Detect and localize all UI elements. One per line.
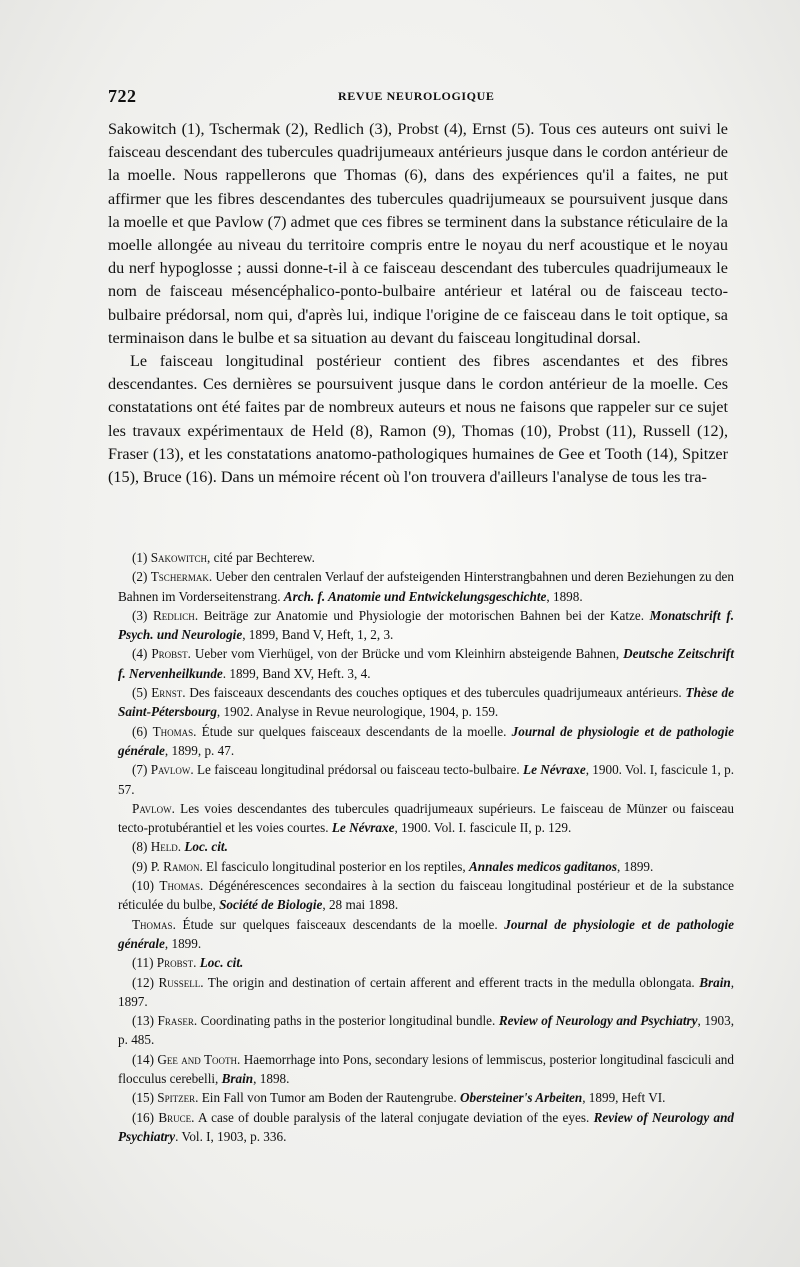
footnote-author: Probst	[156, 955, 194, 971]
paragraph-1: Sakowitch (1), Tschermak (2), Redlich (3), Probst (4), Ernst (5). Tous ces auteurs ont suivi le faisceau descendant des tubercules quadrijumeaux antérieurs jusque dans le cordon antérieur de la moelle. Nous rappellerons que Thomas (6), dans des expériences qu'il a faites, ne put affirmer que les fibres descendantes des tubercules quadrijumeaux se poursuivent jusque dans la moelle et que Pavlow (7) admet que ces fibres se terminent dans la substance réticulaire de la moelle allongée au niveau du territoire compris entre le noyau du nerf acoustique et le noyau du nerf hypoglosse ; aussi donne-t-il à ce faisceau descendant des tubercules quadrijumeaux le nom de faisceau mésencéphalico-ponto-bulbaire antérieur et latéral ou de faisceau tecto-bulbaire prédorsal, nom qui, d'après lui, indique l'origine de ce faisceau dans le toit optique, sa terminaison dans le bulbe et sa situation au devant du faisceau longitudinal dorsal.	[108, 120, 728, 347]
footnote-tail: , 1898.	[546, 588, 583, 604]
footnote	[118, 683, 734, 722]
footnote-author: Fraser	[157, 1013, 194, 1029]
footnote-tail: , 1899.	[164, 935, 202, 951]
footnote-source: Loc. cit.	[184, 839, 228, 855]
footnote	[118, 606, 734, 645]
footnote-tail: , 1903, p. 485.	[118, 1013, 734, 1048]
footnote-source: Obersteiner's Arbeiten	[459, 1090, 583, 1106]
page-number: 722	[108, 86, 137, 106]
footnote	[118, 722, 734, 761]
footnote-number: (14)	[132, 1051, 154, 1067]
footnote-author: Russell	[158, 974, 201, 990]
footnote-text: . Étude sur quelques faisceaux descendants de la moelle.	[193, 723, 512, 739]
footnote-number: (16)	[132, 1109, 154, 1125]
footnote	[118, 1050, 734, 1089]
footnote-number: (13)	[132, 1013, 154, 1029]
footnote-text: . A case of double paralysis of the lateral conjugate deviation of the eyes.	[191, 1109, 594, 1125]
footnote-tail: , 1897.	[118, 974, 735, 1009]
footnote-source: Le Névraxe	[523, 762, 586, 778]
footnote-number: (15)	[132, 1090, 154, 1106]
footnote-text: . The origin and destination of certain afferent and efferent tracts in the medulla oblongata.	[200, 974, 700, 990]
footnote-source: Annales medicos gaditanos	[469, 858, 618, 874]
footnote-author: Pavlow	[150, 762, 191, 778]
footnote-source: Loc. cit.	[199, 955, 244, 971]
footnote-source: Thèse de Saint-Pétersbourg	[118, 685, 734, 720]
footnote-number: (4)	[132, 646, 148, 662]
footnote-author: Thomas	[152, 723, 194, 739]
footnote-text: , cité par Bechterew.	[207, 550, 315, 565]
body-text	[108, 118, 728, 489]
footnote-author: Gee and Tooth	[157, 1051, 238, 1067]
running-title: REVUE NEUROLOGIQUE	[338, 89, 495, 103]
footnote-number: (12)	[132, 974, 154, 990]
footnote-text: .	[177, 839, 185, 855]
footnote-tail: , 1899, Band V, Heft, 1, 2, 3.	[242, 627, 394, 643]
footnote	[118, 760, 734, 799]
footnote-text: . Haemorrhage into Pons, secondary lesions of lemmiscus, posterior longitudinal fasciculi and flocculus cerebelli,	[118, 1051, 734, 1087]
footnote-number: (7)	[132, 762, 148, 778]
footnote-source: Brain	[699, 974, 731, 990]
footnote-number: (1)	[132, 550, 148, 565]
footnote-author: P. Ramon	[150, 858, 200, 874]
footnote	[118, 837, 734, 856]
footnote-author: Bruce	[158, 1109, 192, 1125]
footnote-source: Brain	[221, 1071, 254, 1087]
page-header	[108, 86, 708, 108]
footnote-source: Deutsche Zeitschrift f. Nervenheilkunde	[118, 646, 734, 681]
footnote	[118, 644, 734, 683]
footnote-tail: , 1899.	[617, 858, 654, 874]
footnote-number: (8)	[132, 839, 148, 855]
footnote-author: Ernst	[151, 685, 183, 701]
footnote-source: Journal de physiologie et de pathologie générale	[118, 723, 734, 758]
footnote-text: . Le faisceau longitudinal prédorsal ou faisceau tecto-bulbaire.	[190, 762, 524, 778]
footnote-text: . Les voies descendantes des tubercules quadrijumeaux supérieurs. Le faisceau de Münzer ou faisceau tecto-protubérantiel et les voies courtes.	[118, 800, 734, 836]
footnote-text: . Ueber den centralen Verlauf der aufsteigenden Hinterstrangbahnen und deren Beziehungen zu den Bahnen im Vorderseitenstrang.	[118, 569, 734, 604]
footnote-text: .	[193, 955, 200, 971]
footnote-tail: , 1898.	[253, 1071, 290, 1087]
footnote	[118, 567, 734, 606]
footnote-source: Société de Biologie	[219, 897, 323, 913]
footnote-author: Held	[150, 839, 178, 855]
footnote-author: Thomas	[132, 916, 173, 932]
footnote-source: Monatschrift f. Psych. und Neurologie	[118, 607, 735, 643]
footnote-author: Thomas	[159, 878, 200, 894]
footnote-text: . Dégénérescences secondaires à la section du faisceau longitudinal postérieur et de la substance réticulée du bulbe,	[118, 878, 735, 913]
footnote	[118, 915, 734, 954]
footnote-tail: , 1899, p. 47.	[164, 742, 235, 758]
footnote-author: Probst	[151, 646, 188, 662]
footnote-number: (3)	[132, 607, 148, 623]
footnote	[118, 876, 734, 915]
footnote-author: Tschermak	[150, 569, 209, 585]
footnote-tail: , 1900. Vol. I, fascicule 1, p. 57.	[118, 762, 735, 797]
footnote	[118, 548, 734, 567]
footnote-tail: , 1902. Analyse in Revue neurologique, 1904, p. 159.	[216, 704, 499, 720]
footnote-number: (11)	[132, 955, 154, 971]
footnote-number: (9)	[132, 858, 148, 874]
footnote-author: Sakowitch	[150, 550, 208, 565]
footnote	[118, 1088, 734, 1107]
footnote-source: Review of Neurology and Psychiatry	[118, 1109, 735, 1144]
footnote	[118, 1011, 734, 1050]
footnote-text: . Beiträge zur Anatomie und Physiologie der motorischen Bahnen bei der Katze.	[194, 607, 650, 623]
footnote-tail: , 28 mai 1898.	[322, 897, 399, 913]
footnote	[118, 973, 734, 1012]
footnote	[118, 1108, 734, 1147]
footnote	[118, 799, 734, 838]
footnote-number: (10)	[132, 878, 154, 894]
footnote-text: . Étude sur quelques faisceaux descendants de la moelle.	[172, 916, 505, 932]
footnotes	[118, 548, 734, 1146]
footnote-author: Spitzer	[157, 1090, 196, 1106]
footnote-text: . Des faisceaux descendants des couches optiques et des tubercules quadrijumeaux antérieurs.	[182, 685, 686, 701]
footnote-text: . El fasciculo longitudinal posterior en los reptiles,	[199, 858, 470, 874]
footnote-number: (2)	[132, 569, 148, 585]
footnote	[118, 857, 734, 876]
footnote-text: . Ueber vom Vierhügel, von der Brücke und vom Kleinhirn absteigende Bahnen,	[187, 646, 624, 662]
paragraph-2: Le faisceau longitudinal postérieur contient des fibres ascendantes et des fibres descendantes. Ces dernières se poursuivent jusque dans le cordon antérieur de la moelle. Ces constatations ont été faites par de nombreux auteurs et nous ne faisons que rappeler sur ce sujet les travaux expérimentaux de Held (8), Ramon (9), Thomas (10), Probst (11), Russell (12), Fraser (13), et les constatations anatomo-pathologiques humaines de Gee et Tooth (14), Spitzer (15), Bruce (16). Dans un mémoire récent où l'on trouvera d'ailleurs l'analyse de tous les tra-	[108, 352, 728, 487]
footnote-source: Arch. f. Anatomie und Entwickelungsgeschichte	[283, 588, 547, 604]
footnote-source: Journal de physiologie et de pathologie générale	[118, 916, 734, 951]
footnote-number: (5)	[132, 685, 148, 701]
footnote-text: . Coordinating paths in the posterior longitudinal bundle.	[193, 1013, 499, 1029]
footnote-tail: . Vol. I, 1903, p. 336.	[175, 1128, 287, 1144]
footnote-author: Pavlow	[132, 800, 172, 816]
footnote-number: (6)	[132, 723, 148, 739]
footnote-tail: , 1899, Heft VI.	[582, 1090, 666, 1106]
footnote-tail: . 1899, Band XV, Heft. 3, 4.	[222, 665, 371, 681]
footnote-source: Le Névraxe	[331, 820, 395, 836]
footnote-source: Review of Neurology and Psychiatry	[498, 1013, 698, 1029]
footnote-tail: , 1900. Vol. I. fascicule II, p. 129.	[394, 820, 572, 836]
footnote	[118, 953, 734, 972]
footnote-text: . Ein Fall von Tumor am Boden der Rautengrube.	[195, 1090, 460, 1106]
footnote-author: Redlich	[153, 607, 195, 623]
